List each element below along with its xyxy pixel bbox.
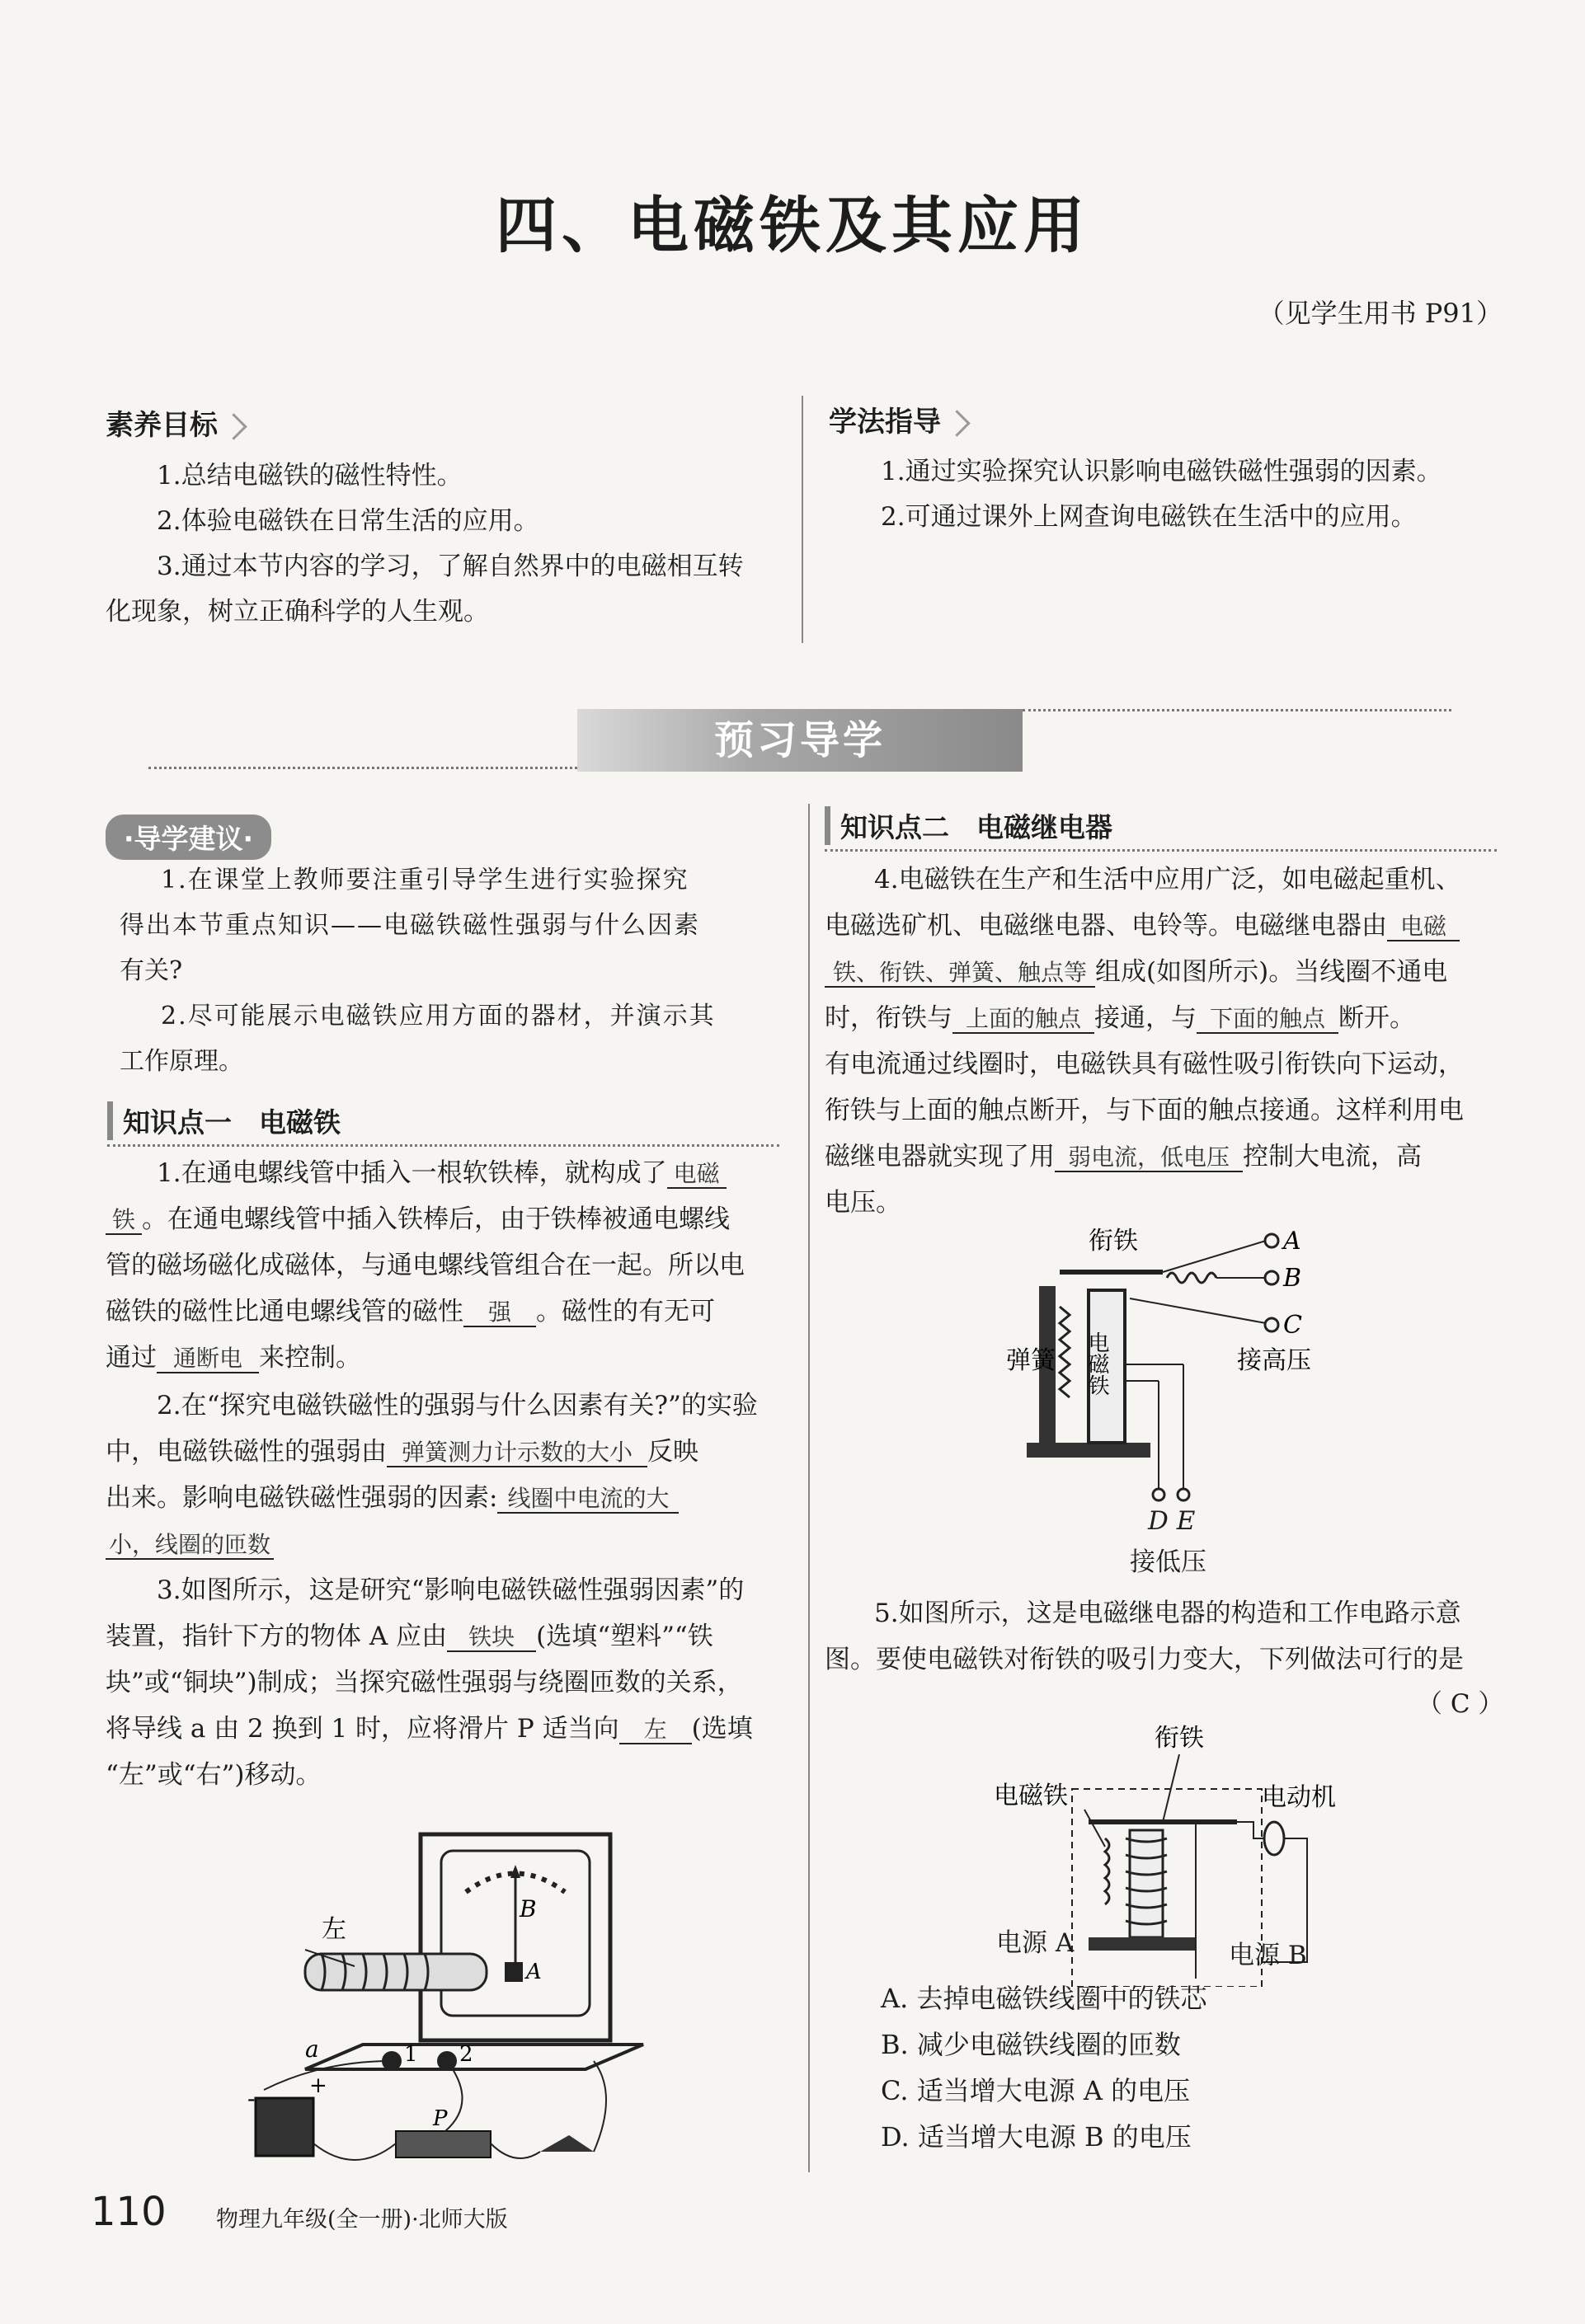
q3-line: 3.如图所示，这是研究“影响电磁铁磁性强弱因素”的: [157, 1575, 745, 1605]
reference-note: （见学生用书 P91）: [1258, 298, 1503, 329]
kp2-rule: [825, 849, 1497, 852]
kp2-heading: 知识点二 电磁继电器: [825, 806, 1112, 845]
q5-line: 5.如图所示，这是电磁继电器的构造和工作电路示意: [874, 1599, 1461, 1628]
label-low-voltage: 接低压: [1130, 1547, 1206, 1577]
magnet-pointer: [1084, 1810, 1105, 1847]
q2-line: 中，电磁铁磁性的强弱由 弹簧测力计示数的大小 反映: [106, 1437, 699, 1467]
q3-line: “左”或“右”)移动。: [106, 1760, 322, 1790]
guide-line: 有关?: [120, 956, 183, 985]
banner-rule-right: [1023, 709, 1451, 711]
q1-line: 磁铁的磁性比通电螺线管的磁性 强 。磁性的有无可: [106, 1297, 716, 1326]
q4-line: 有电流通过线圈时，电磁铁具有磁性吸引衔铁向下运动，: [825, 1049, 1464, 1079]
frame-base: [1027, 1443, 1150, 1458]
section-banner: 预习导学: [577, 709, 1023, 772]
q3-line: 块”或“铜块”)制成；当探究磁性强弱与绕圈匝数的关系，: [106, 1668, 743, 1697]
q4-line: 4.电磁铁在生产和生活中应用广泛，如电磁起重机、: [874, 865, 1461, 894]
guide-line: 得出本节重点知识——电磁铁磁性强弱与什么因素: [120, 911, 700, 940]
answer-blank: 电磁: [667, 1160, 727, 1189]
wire-a: [1163, 1241, 1266, 1272]
q5-answer: （ C ）: [1417, 1689, 1504, 1719]
label-a-object: A: [526, 1960, 542, 1984]
answer-blank: 弹簧测力计示数的大小: [387, 1439, 647, 1467]
wire-a: [264, 2061, 392, 2090]
q4-line: 衔铁与上面的触点断开，与下面的触点接通。这样利用电: [825, 1096, 1464, 1125]
option-c: C. 适当增大电源 A 的电压: [881, 2075, 1191, 2106]
option-d: D. 适当增大电源 B 的电压: [881, 2121, 1192, 2153]
option-a: A. 去掉电磁铁线圈中的铁芯: [881, 1983, 1207, 2014]
answer-blank: 上面的触点: [952, 1005, 1094, 1034]
answer-blank: 铁: [106, 1206, 142, 1235]
footer-text: 物理九年级(全一册)·北师大版: [216, 2207, 508, 2232]
goal-item: 2.体验电磁铁在日常生活的应用。: [157, 506, 539, 536]
label-spring: 弹簧: [1006, 1346, 1056, 1375]
guide-line: 工作原理。: [120, 1047, 243, 1076]
label-left: 左: [322, 1915, 346, 1944]
label-minus: -: [247, 2085, 256, 2112]
goal-item: 3.通过本节内容的学习，了解自然界中的电磁相互转: [157, 552, 744, 581]
chevron-right-icon: [220, 413, 247, 440]
q1-line: 通过 通断电 来控制。: [106, 1343, 362, 1373]
q2-line: 出来。影响电磁铁磁性强弱的因素: 线圈中电流的大: [106, 1476, 679, 1521]
base-plate: [305, 2045, 643, 2069]
spring: [1105, 1838, 1109, 1904]
goal-item: 化现象，树立正确科学的人生观。: [106, 597, 489, 627]
q4-line: 电磁选矿机、电磁继电器、电铃等。电磁继电器由 电磁: [825, 904, 1460, 949]
core: [1130, 1830, 1163, 1937]
label-1: 1: [404, 2042, 418, 2067]
q4-line: 电压。: [825, 1188, 901, 1218]
q2-line: 2.在“探究电磁铁磁性的强弱与什么因素有关?”的实验: [157, 1391, 758, 1420]
answer-blank: 下面的触点: [1197, 1005, 1338, 1034]
guide-tag: ·导学建议·: [106, 815, 271, 860]
q2-line: [106, 1522, 274, 1567]
answer-blank: 强: [463, 1298, 536, 1327]
rheostat: [396, 2131, 491, 2157]
page-number: 110: [91, 2189, 167, 2235]
page-title: 四、电磁铁及其应用: [496, 190, 1089, 261]
label-source-a: 电源 A: [996, 1928, 1075, 1958]
q4-line: 时，衔铁与 上面的触点 接通，与 下面的触点 断开。: [825, 1003, 1416, 1033]
guide-line: 2.尽可能展示电磁铁应用方面的器材，并演示其: [161, 1002, 716, 1031]
method-heading: 学法指导: [829, 399, 967, 439]
base: [1089, 1937, 1196, 1951]
answer-blank: 线圈中电流的大: [497, 1485, 679, 1514]
answer-blank: 左: [619, 1716, 692, 1744]
answer-blank: 铁、衔铁、弹簧、触点等: [825, 959, 1095, 988]
banner-rule-left: [148, 767, 577, 769]
label-b: B: [520, 1895, 537, 1923]
q4-line: 铁、衔铁、弹簧、触点等 组成(如图所示)。当线圈不通电: [825, 950, 1447, 995]
q4-line: 磁继电器就实现了用 弱电流，低电压 控制大电流，高: [825, 1142, 1423, 1171]
q5-line: 图。要使电磁铁对衔铁的吸引力变大，下列做法可行的是: [825, 1645, 1464, 1674]
spring: [1060, 1307, 1070, 1397]
answer-blank: 电磁: [1387, 913, 1460, 941]
label-c: C: [1283, 1311, 1302, 1340]
q1-line: 管的磁场磁化成磁体，与通电螺线管组合在一起。所以电: [106, 1251, 745, 1280]
option-b: B. 减少电磁铁线圈的匝数: [881, 2029, 1181, 2060]
answer-blank: 弱电流，低电压: [1055, 1143, 1243, 1172]
label-armature: 衔铁: [1155, 1724, 1204, 1753]
object-a: [505, 1962, 523, 1982]
terminal-a: [1265, 1234, 1278, 1247]
method-item: 1.通过实验探究认识影响电磁铁磁性强弱的因素。: [881, 457, 1442, 486]
label-b: B: [1283, 1264, 1302, 1293]
q1-line: 1.在通电螺线管中插入一根软铁棒，就构成了 电磁: [157, 1151, 727, 1196]
method-item: 2.可通过课外上网查询电磁铁在生活中的应用。: [881, 502, 1417, 532]
terminal-c: [1265, 1318, 1278, 1331]
label-plus: +: [309, 2073, 327, 2098]
motor: [1264, 1822, 1284, 1855]
label-motor: 电动机: [1262, 1783, 1336, 1812]
label-armature: 衔铁: [1089, 1227, 1138, 1256]
label-electromagnet: 电磁铁: [1084, 1331, 1109, 1396]
label-p: P: [433, 2106, 448, 2131]
goals-heading: 素养目标: [106, 402, 243, 443]
terminal-b: [1265, 1271, 1278, 1284]
column-divider: [802, 396, 803, 643]
chevron-right-icon: [943, 410, 971, 437]
label-source-b: 电源 B: [1229, 1941, 1307, 1970]
column-divider: [808, 804, 810, 2172]
q3-line: 将导线 a 由 2 换到 1 时，应将滑片 P 适当向 左 (选填: [106, 1714, 753, 1744]
answer-blank: 铁块: [447, 1623, 536, 1652]
label-electromagnet: 电磁铁: [994, 1782, 1068, 1810]
label-d-e: D E: [1148, 1506, 1196, 1536]
label-wire-a: a: [305, 2035, 319, 2063]
q1-line: 铁 。在通电螺线管中插入铁棒后，由于铁棒被通电螺线: [106, 1197, 730, 1242]
answer-blank: 小，线圈的匝数: [106, 1531, 274, 1560]
kp1-rule: [107, 1144, 779, 1147]
label-2: 2: [459, 2042, 473, 2067]
goal-item: 1.总结电磁铁的磁性特性。: [157, 461, 463, 491]
switch: [540, 2135, 594, 2152]
q3-line: 装置，指针下方的物体 A 应由 铁块 (选填“塑料”“铁: [106, 1622, 713, 1651]
electromagnet-apparatus-figure: [231, 1814, 693, 2193]
answer-blank: 通断电: [157, 1345, 259, 1373]
battery: [256, 2098, 313, 2156]
kp1-heading: 知识点一 电磁铁: [107, 1101, 341, 1140]
guide-line: 1.在课堂上教师要注重引导学生进行实验探究: [161, 866, 689, 894]
wire-c: [1130, 1298, 1266, 1323]
label-high-voltage: 接高压: [1237, 1346, 1311, 1375]
label-a: A: [1283, 1227, 1301, 1256]
relay-figure: [981, 1216, 1328, 1513]
upper-contact-spring: [1167, 1273, 1216, 1283]
